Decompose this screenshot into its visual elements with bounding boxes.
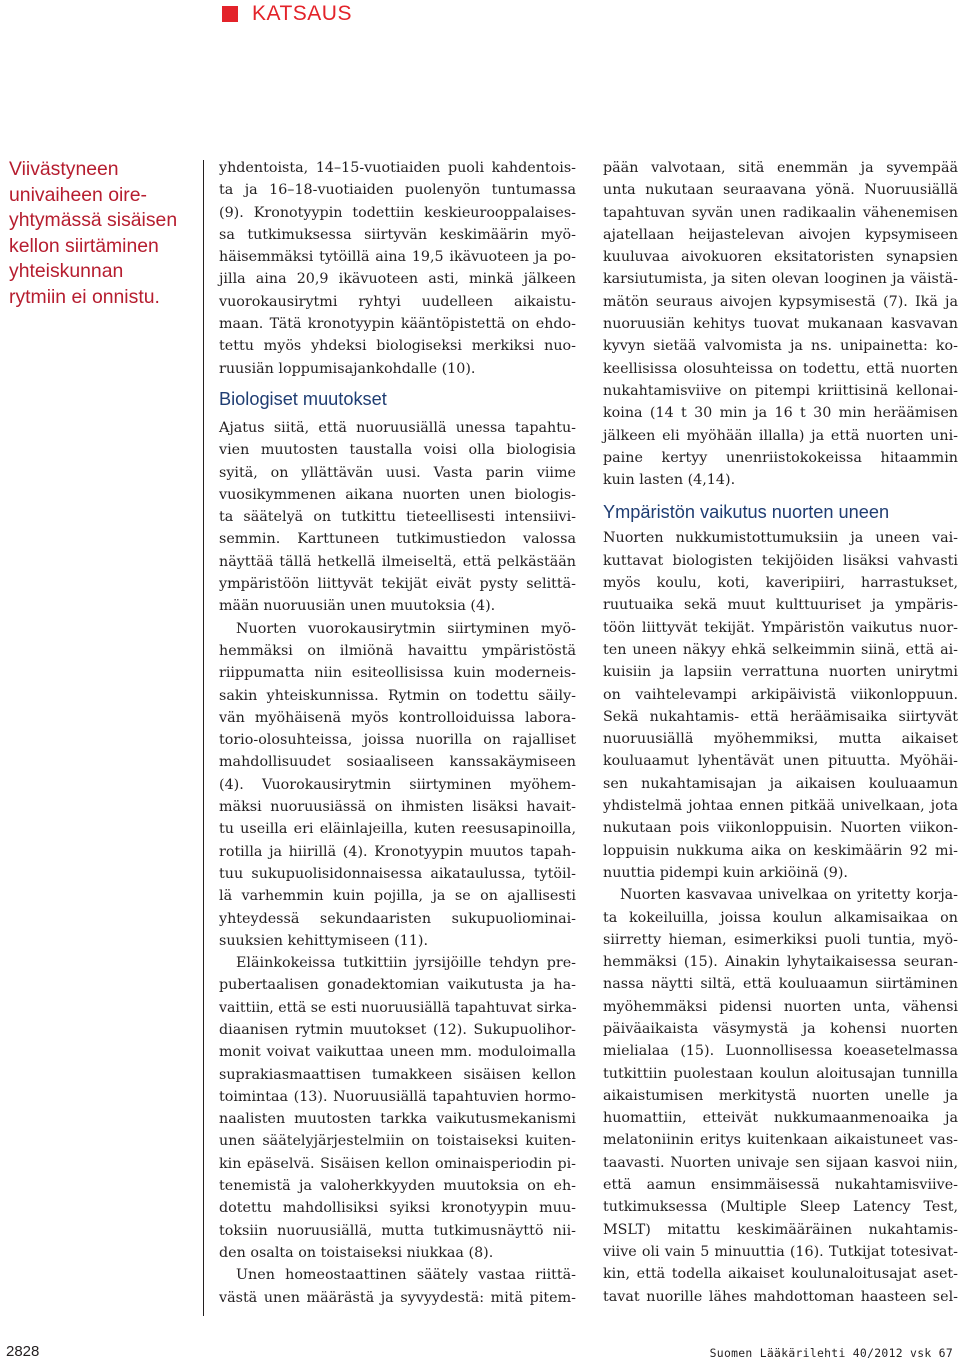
- text-line: kuisiin ja lapsiin verrattuna nuorten unirytmi: [603, 664, 958, 681]
- text-line: ympäristöön liittyvät tekijät eivät pysty selittä-: [219, 576, 576, 593]
- text-line: on vaihtelevampi arkipäivistä viikonloppuun.: [603, 686, 958, 703]
- text-line: ta säätelyä on tutkittu tieteellisesti intensiivi-: [219, 509, 576, 526]
- text-line: lä varhemmin kuin pojilla, ja se on ajallisesti: [219, 888, 576, 905]
- pullquote: [9, 157, 189, 310]
- text-line: siirretty hieman, esimerkiksi puoli tuntia, myö-: [603, 931, 958, 948]
- text-line: monit voivat vaikuttaa uneen mm. moduloimalla: [219, 1044, 576, 1061]
- article-column-right: [603, 157, 958, 1308]
- section-heading-biology: Biologiset muutokset: [219, 388, 387, 409]
- text-line: semmin. Karttuneen tutkimustiedon valossa: [219, 531, 576, 548]
- text-line: toksiin nuoruusiällä, mutta tutkimusnäyttö nii-: [219, 1222, 576, 1239]
- text-line: tu useilla eri eläinlajeilla, kuten reesusapinoilla,: [219, 821, 576, 838]
- text-line: MSLT) mitattu keskimääräinen nukahtamis-: [603, 1221, 958, 1238]
- text-line: rotilla ja hiirillä (4). Kronotyypin muutos tapah-: [219, 843, 576, 860]
- section-heading-environment: Ympäristön vaikutus nuorten uneen: [603, 502, 890, 523]
- text-line: sa tutkimuksessa siirtyvän keskimäärin myö-: [219, 226, 576, 243]
- text-line: diaanisen rytmin muutokset (12). Sukupuolihor-: [219, 1021, 576, 1038]
- text-line: (9). Kronotyypin todettiin keskieurooppalaises-: [219, 204, 576, 221]
- text-line: ruusiän loppumisajankohdalle (10).: [219, 360, 476, 377]
- text-line: mielialaa (15). Luonnollisessa koeasetelmassa: [603, 1043, 958, 1060]
- text-line: yhteydessä sekundaaristen sukupuoliominai-: [219, 910, 576, 927]
- paragraph: [219, 157, 576, 380]
- pullquote-line: kellon siirtäminen: [9, 234, 159, 257]
- text-line: toimintaa (13). Nuoruusiällä tapahtuvien hormo-: [219, 1088, 576, 1105]
- text-line: pubertaalisen gonadektomian vaikutusta ja ha-: [219, 977, 576, 994]
- text-line: Eläinkokeissa tutkittiin jyrsijöille tehdyn pre-: [236, 955, 576, 972]
- paragraph: [603, 157, 958, 491]
- text-line: nukutaan pois viikonloppuisin. Nuorten viikon-: [603, 820, 958, 837]
- text-line: jilla aina 20,9 ikävuoteen asti, minkä jälkeen: [219, 271, 576, 288]
- text-line: pään valvotaan, sitä enemmän ja syvempää: [603, 160, 958, 176]
- pullquote-line: univaiheen oire-: [9, 183, 147, 206]
- text-line: Nuorten nukkumistottumuksiin ja uneen vai-: [603, 530, 958, 547]
- text-line: häisemmäksi tytöillä aina 19,5 ikävuoteen ja po-: [219, 249, 576, 266]
- text-line: viive oli vain 5 minuuttia (16). Tutkijat totesivat-: [603, 1243, 958, 1260]
- article-column-middle: [219, 157, 576, 1309]
- text-line: mään nuoruusiän unen muutoksia (4).: [219, 598, 496, 615]
- text-line: kin epäselvä. Sisäisen kellon ominaisperiodin pi-: [219, 1155, 576, 1172]
- pullquote-line: Viivästyneen: [9, 158, 119, 180]
- text-line: Ajatus siitä, että nuoruusiällä unessa tapahtu-: [219, 419, 576, 436]
- text-line: mätön seuraus aivojen kypsymisestä (7). Ikä ja: [603, 293, 958, 310]
- paragraph: [219, 618, 576, 952]
- text-line: koina (14 t 30 min ja 16 t 30 min heräämisen: [603, 405, 958, 422]
- pullquote-line: rytmiin ei onnistu.: [9, 285, 160, 308]
- column-divider: [203, 160, 204, 1316]
- text-line: sakin yhteiskunnissa. Rytmin on todettu säily-: [219, 687, 576, 704]
- text-line: naalisten muutosten tarkka vaikutusmekanismi: [219, 1111, 576, 1128]
- text-line: unta nukutaan seuraavana yönä. Nuoruusiällä: [603, 182, 958, 199]
- pullquote-line: yhteiskunnan: [9, 260, 124, 282]
- text-line: syitä, on yllättävän uusi. Vasta parin viime: [219, 464, 576, 481]
- paragraph: [603, 884, 958, 1308]
- text-line: vuosikymmenen aikana nuorten unen biologis-: [219, 486, 576, 503]
- text-line: huomattiin, etteivät nukkumaanmenoaika ja: [603, 1110, 958, 1127]
- text-line: ruutuaika sekä muut kulttuuriset ja ympäris-: [603, 597, 958, 614]
- text-line: nassa näytti siltä, että kouluaamun siirtäminen: [603, 976, 958, 993]
- text-line: jälkeen eli myöhään illalla) ja että nuorten uni-: [603, 427, 958, 444]
- text-line: myös koulu, koti, kaveripiiri, harrastukset,: [603, 575, 958, 592]
- text-line: Nuorten vuorokausirytmin siirtyminen myö-: [236, 620, 576, 637]
- text-line: tapahtuvan syvän unen radikaalin vähenemisen: [603, 204, 958, 221]
- text-line: yhdistelmä johtaa ennen pitkää univelkaan, jota: [603, 798, 958, 815]
- text-line: Sekä nukahtamis- että heräämisaika siirtyvät: [603, 708, 958, 725]
- text-line: vuorokausirytmi ryhtyi uudelleen aikaistu-: [219, 293, 576, 310]
- text-line: tenemistä ja valoherkkyyden muutoksia on eh-: [219, 1178, 576, 1195]
- text-line: västä unen määrästä ja syvyydestä: mitä pitem-: [219, 1289, 576, 1306]
- text-line: tuu sukupuolisidonnaisessa aikataulussa, tytöil-: [219, 865, 576, 882]
- text-line: kin, että todella aikaiset koulunaloitusajat aset-: [603, 1266, 958, 1283]
- text-line: kuttavat biologisten tekijöiden lisäksi vahvasti: [603, 552, 958, 569]
- text-line: töön liittyvät tekijät. Ympäristön vaikutus nuor-: [603, 619, 958, 636]
- text-line: riippumatta niin esiteollisissa kuin moderneis-: [219, 665, 576, 682]
- text-line: maan. Tätä kronotyypin kääntöpistettä on ehdo-: [219, 316, 576, 333]
- paragraph: [219, 1264, 576, 1309]
- text-line: karsiutumista, ja siten olevan looginen ja väistä-: [603, 271, 958, 288]
- text-line: aikaistumisen merkitystä nuorten unelle ja: [603, 1087, 958, 1104]
- text-line: (4). Vuorokausirytmin siirtyminen myöhem-: [219, 776, 576, 793]
- text-line: mäksi nuoruusiässä on ihmisten lisäksi havait-: [219, 799, 576, 816]
- text-line: melatoniinin eritys kuitenkaan aikaistuneet vas-: [603, 1132, 958, 1149]
- text-line: päiväaikaista väsymystä ja kohensi nuorten: [603, 1020, 958, 1037]
- page-number: 2828: [6, 1343, 40, 1360]
- text-line: kyvyn sietää valvomista ja ns. unipainetta: ko-: [603, 338, 958, 355]
- text-line: yhdentoista, 14–15-vuotiaiden puoli kahdentois-: [219, 160, 576, 176]
- text-line: dotettu mahdollisiksi syiksi kronotyypin muu-: [219, 1200, 576, 1217]
- text-line: mahdollisuudet sosiaaliseen kanssakäymiseen: [219, 754, 576, 771]
- text-line: vaittiin, että se esti nuoruusiällä tapahtuvat sirka-: [219, 999, 577, 1016]
- text-line: Nuorten kasvavaa univelkaa on yritetty korja-: [620, 887, 958, 904]
- text-line: suuksien kehittymiseen (11).: [219, 932, 429, 949]
- text-line: myöhemmäksi pidensi nuorten unta, vähensi: [603, 998, 958, 1015]
- text-line: kuin lasten (4,14).: [603, 472, 736, 489]
- text-line: sen nukahtamisajan ja aikaisen kouluaamun: [603, 775, 958, 792]
- section-marker: [222, 6, 238, 22]
- text-line: nuoruusiän kehitys tuovat mukanaan kasvavan: [603, 316, 958, 333]
- text-line: den osalta on toistaiseksi niukkaa (8).: [219, 1244, 494, 1261]
- text-line: nuoruusiällä myöhemmiksi, mutta aikaiset: [603, 731, 958, 748]
- text-line: hemmäksi on ilmiönä havaittu ympäristöstä: [219, 642, 576, 659]
- text-line: kuuluvaa aivokuoren eksitatoristen synapsien: [603, 249, 958, 266]
- text-line: tettu myös yhdeksi biologiseksi merkiksi nuo-: [219, 338, 576, 355]
- text-line: nukahtamisviive on pitempi kriittisinä kellonai-: [603, 382, 958, 399]
- text-line: tutkimuksessa (Multiple Sleep Latency Test,: [603, 1199, 958, 1216]
- paragraph: [219, 952, 576, 1264]
- text-line: torio-olosuhteissa, joissa nuorilla on rajalliset: [219, 732, 576, 749]
- text-line: loppuisin nukkuma aika on keskimäärin 92 mi-: [603, 842, 958, 859]
- text-line: tutkittiin puolestaan koulun aloitusajan tunnilla: [603, 1065, 958, 1082]
- text-line: hemmäksi (15). Ainakin lyhytaikaisessa seuran-: [603, 954, 958, 971]
- text-line: vän myöhäisenä myös kontrolloiduissa labora-: [219, 709, 576, 726]
- text-line: että aamun ensimmäisessä nukahtamisviive-: [603, 1177, 958, 1194]
- text-line: ta kokeiluilla, joissa koulun alkamisaikaa on: [603, 909, 958, 926]
- text-line: keellisissa olosuhteissa on todettu, että nuorten: [603, 360, 958, 377]
- text-line: kouluaamut lyhentävät unen pituutta. Myöhäi-: [603, 753, 958, 770]
- text-line: suprakiasmaattisen tumakkeen sisäisen kellon: [219, 1066, 576, 1083]
- section-label: KATSAUS: [252, 2, 352, 25]
- text-line: Unen homeostaattinen säätely vastaa riittä-: [236, 1267, 576, 1284]
- journal-footer: Suomen Lääkärilehti 40/2012 vsk 67: [709, 1346, 953, 1360]
- paragraph: [603, 527, 958, 884]
- text-line: taavasti. Nuorten univaje sen sijaan kasvoi niin,: [603, 1154, 958, 1171]
- text-line: ajatellaan heijastelevan aivojen kypsymiseen: [603, 226, 958, 243]
- text-line: tavat nuorille lähes mahdottoman haasteen sel-: [603, 1288, 958, 1305]
- text-line: paine kertyy unenriistokokeissa hitaammin: [603, 449, 958, 466]
- pullquote-line: yhtymässä sisäisen: [9, 209, 178, 231]
- section-tag: [222, 2, 352, 26]
- text-line: näyttää tällä hetkellä ilmeiseltä, että pelkästään: [219, 553, 576, 570]
- text-line: ta ja 16–18-vuotiaiden puolenyön tuntumassa: [219, 182, 576, 199]
- paragraph: [219, 417, 576, 618]
- text-line: nuuttia pidempi kuin arkiöinä (9).: [603, 864, 848, 881]
- text-line: vien muutosten taustalla voisi olla biologisia: [219, 442, 576, 459]
- text-line: ten uneen näkyy ehkä selkeimmin siinä, että ai-: [603, 641, 958, 658]
- text-line: unen säätelyjärjestelmiin on toistaiseksi kuiten-: [219, 1133, 576, 1150]
